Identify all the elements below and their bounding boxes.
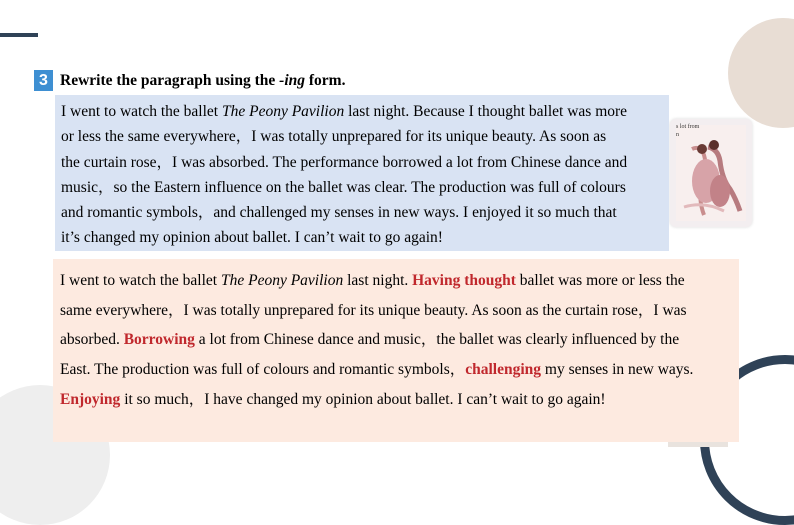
original-paragraph [55,95,669,251]
decor-circle-top-right [728,18,794,128]
original-line: the curtain rose，I was absorbed. The performance borrowed a lot from Chinese dance and [61,153,628,171]
rewritten-paragraph [53,259,739,442]
original-line: music，so the Eastern influence on the ballet was clear. The production was full of colours [61,178,626,196]
ing-highlight: challenging [465,361,542,379]
rewritten-line: same everywhere，I was totally unprepared for its unique beauty. As soon as the curtain rose，I was [60,301,687,319]
rewritten-line: Enjoying it so much，I have changed my opinion about ballet. I can’t wait to go again! [60,390,606,408]
ing-highlight: Borrowing [123,331,195,349]
original-line: or less the same everywhere，I was totally unprepared for its unique beauty. As soon as [61,128,607,146]
ing-highlight: Enjoying [60,390,121,408]
rewritten-line: absorbed. Borrowing a lot from Chinese dance and music，the ballet was clearly influenced by the [60,331,680,349]
decor-bar [0,33,38,37]
exercise-instruction: Rewrite the paragraph using the -ing form. [60,72,346,89]
exercise-number-badge: 3 [34,70,53,91]
original-line: and romantic symbols，and challenged my senses in new ways. I enjoyed it so much that [61,204,617,222]
ballet-photo [670,119,752,227]
ing-highlight: Having thought [412,272,516,289]
original-line: it’s changed my opinion about ballet. I can’t wait to go again! [61,229,443,247]
ballet-title: The Peony Pavilion [220,272,344,289]
rewritten-line: I went to watch the ballet The Peony Pavilion last night. Having thought ballet was more or less the [60,272,685,289]
original-line: I went to watch the ballet The Peony Pavilion last night. Because I thought ballet was more [61,103,628,120]
ballet-title: The Peony Pavilion [221,103,345,120]
rewritten-line: East. The production was full of colours and romantic symbols，challenging my senses in new ways. [60,361,694,379]
photo-caption: s lot from n [676,124,700,138]
